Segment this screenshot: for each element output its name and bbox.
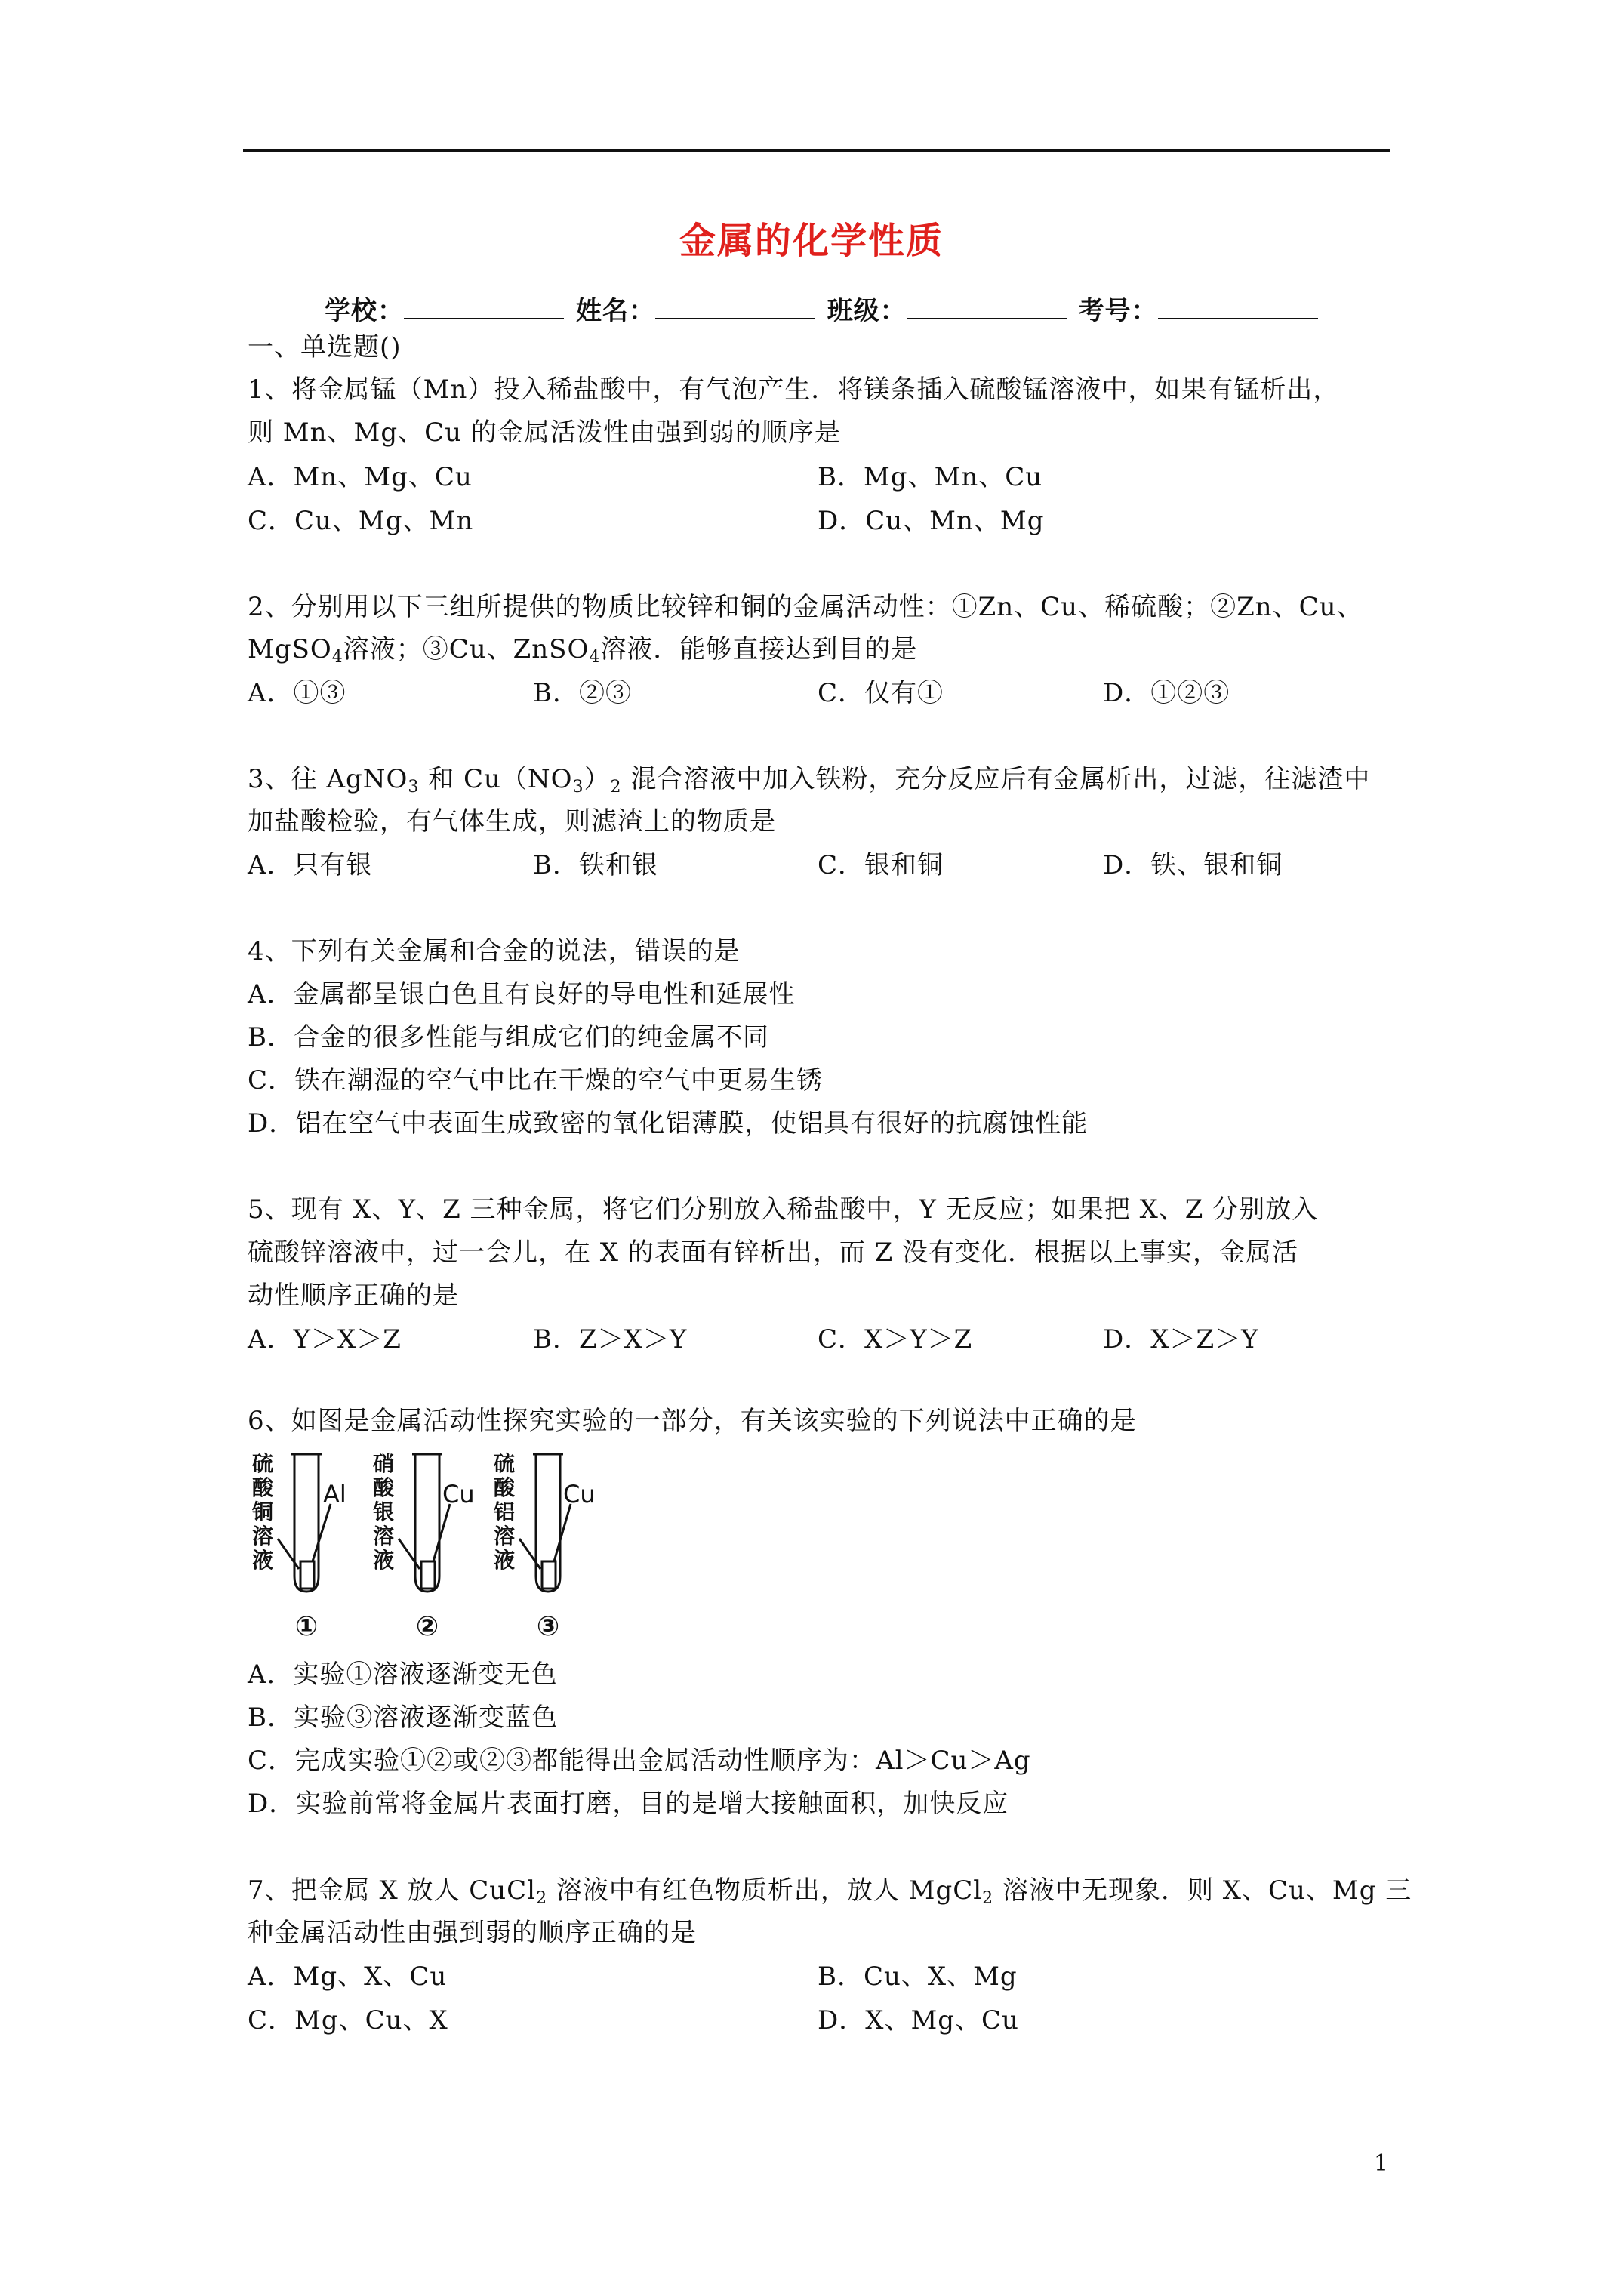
tube3-label-char: 液 bbox=[494, 1548, 516, 1573]
q3-text: 混合溶液中加入铁粉，充分反应后有金属析出，过滤，往滤渣中 bbox=[621, 764, 1371, 794]
q3-option-a: A．只有银 bbox=[248, 850, 373, 880]
q3-sub: 3 bbox=[408, 778, 420, 797]
q1-option-b: B．Mg、Mn、Cu bbox=[818, 462, 1043, 492]
tube3-label-char: 硫 bbox=[494, 1451, 516, 1476]
q1-option-a: A．Mn、Mg、Cu bbox=[248, 462, 473, 492]
tube1-pointer bbox=[278, 1539, 299, 1569]
q4-option-b: B．合金的很多性能与组成它们的纯金属不同 bbox=[248, 1022, 769, 1052]
tube2-metal-pointer bbox=[433, 1504, 450, 1561]
tube3-label-char: 酸 bbox=[494, 1475, 516, 1500]
q3-option-d: D．铁、银和铜 bbox=[1103, 850, 1283, 880]
school-blank[interactable] bbox=[404, 297, 564, 319]
number-label: 考号： bbox=[1078, 296, 1158, 326]
q2-text: 溶液．能够直接达到目的是 bbox=[600, 634, 918, 664]
q1-line2: 则 Mn、Mg、Cu 的金属活泼性由强到弱的顺序是 bbox=[248, 418, 841, 448]
q5-option-d: D．X＞Z＞Y bbox=[1103, 1324, 1259, 1354]
tube3-label-char: 溶 bbox=[494, 1524, 516, 1549]
q7-text: 7、把金属 X 放人 CuCl bbox=[248, 1875, 537, 1906]
tube1-label-char: 酸 bbox=[252, 1475, 274, 1500]
q5-option-a: A．Y＞X＞Z bbox=[248, 1324, 402, 1354]
header-rule bbox=[243, 149, 1390, 152]
tube1-metal-pointer bbox=[313, 1504, 331, 1561]
q3-text: 3、往 AgNO bbox=[248, 764, 408, 794]
q3-text: ） bbox=[584, 764, 611, 794]
q2-option-c: C．仅有① bbox=[818, 678, 944, 708]
student-info-line bbox=[325, 290, 1321, 327]
q7-option-d: D．X、Mg、Cu bbox=[818, 2005, 1019, 2036]
name-blank[interactable] bbox=[655, 297, 815, 319]
q4-option-d: D．铝在空气中表面生成致密的氧化铝薄膜，使铝具有很好的抗腐蚀性能 bbox=[248, 1108, 1089, 1139]
q5-line3: 动性顺序正确的是 bbox=[248, 1281, 459, 1311]
q3-sub: 3 bbox=[572, 778, 584, 797]
tube1-label bbox=[251, 1451, 274, 1573]
q2-line2 bbox=[248, 634, 917, 673]
tube3-label bbox=[494, 1451, 516, 1573]
q7-text: 溶液中无现象．则 X、Cu、Mg 三 bbox=[993, 1875, 1412, 1906]
tube3-metal-pointer bbox=[554, 1504, 571, 1561]
number-blank[interactable] bbox=[1158, 297, 1318, 319]
tube1-metal bbox=[300, 1561, 314, 1589]
q3-line1 bbox=[248, 764, 1370, 803]
q7-option-a: A．Mg、X、Cu bbox=[248, 1962, 448, 1992]
tube3-pointer bbox=[519, 1539, 540, 1569]
tube2-label-char: 硝 bbox=[373, 1451, 395, 1476]
section-heading: 一、单选题() bbox=[248, 332, 402, 362]
q4-option-c: C．铁在潮湿的空气中比在干燥的空气中更易生锈 bbox=[248, 1065, 824, 1096]
q4-line1: 4、下列有关金属和合金的说法，错误的是 bbox=[248, 936, 741, 966]
test-tube-figure bbox=[248, 1448, 610, 1646]
tube1-number: ① bbox=[294, 1611, 319, 1642]
tube1-metal-label: Al bbox=[323, 1480, 346, 1509]
tube3-number: ③ bbox=[536, 1611, 560, 1642]
q7-line1 bbox=[248, 1875, 1412, 1914]
q6-option-b: B．实验③溶液逐渐变蓝色 bbox=[248, 1703, 558, 1733]
q6-option-a: A．实验①溶液逐渐变无色 bbox=[248, 1660, 558, 1690]
tube2-metal-label: Cu bbox=[442, 1480, 475, 1509]
name-label: 姓名： bbox=[575, 296, 655, 326]
tube2-label-char: 溶 bbox=[373, 1524, 395, 1549]
tube3-metal-label: Cu bbox=[563, 1480, 596, 1509]
school-label: 学校： bbox=[325, 296, 404, 326]
tube2-number: ② bbox=[415, 1611, 439, 1642]
q3-option-c: C．银和铜 bbox=[818, 850, 944, 880]
tube2-label-char: 液 bbox=[373, 1548, 395, 1573]
q2-sub: 4 bbox=[331, 648, 343, 667]
q2-option-d: D．①②③ bbox=[1103, 678, 1230, 708]
page-title: 金属的化学性质 bbox=[679, 220, 944, 262]
q2-sub: 4 bbox=[589, 648, 601, 667]
page-number: 1 bbox=[1374, 2150, 1389, 2177]
q7-option-b: B．Cu、X、Mg bbox=[818, 1962, 1018, 1992]
class-label: 班级： bbox=[827, 296, 907, 326]
q7-option-c: C．Mg、Cu、X bbox=[248, 2005, 448, 2036]
q1-line1: 1、将金属锰（Mn）投入稀盐酸中，有气泡产生．将镁条插入硫酸锰溶液中，如果有锰析出， bbox=[248, 374, 1340, 405]
q7-text: 溶液中有红色物质析出，放人 MgCl bbox=[547, 1875, 983, 1906]
q6-option-d: D．实验前常将金属片表面打磨，目的是增大接触面积，加快反应 bbox=[248, 1789, 1009, 1819]
q3-sub: 2 bbox=[610, 778, 622, 797]
q4-option-a: A．金属都呈银白色且有良好的导电性和延展性 bbox=[248, 979, 796, 1009]
q7-line2: 种金属活动性由强到弱的顺序正确的是 bbox=[248, 1918, 697, 1948]
q6-option-c: C．完成实验①②或②③都能得出金属活动性顺序为：Al＞Cu＞Ag bbox=[248, 1746, 1031, 1776]
q5-option-b: B．Z＞X＞Y bbox=[533, 1324, 688, 1354]
tube3-metal bbox=[542, 1561, 556, 1589]
q5-option-c: C．X＞Y＞Z bbox=[818, 1324, 973, 1354]
q3-line2: 加盐酸检验，有气体生成，则滤渣上的物质是 bbox=[248, 806, 776, 837]
tube1-label-char: 硫 bbox=[252, 1451, 274, 1476]
q5-line1: 5、现有 X、Y、Z 三种金属，将它们分别放入稀盐酸中，Y 无反应；如果把 X、Z 分别放入 bbox=[248, 1194, 1319, 1225]
q2-text: 溶液；③Cu、ZnSO bbox=[343, 634, 590, 664]
tube1-label-char: 溶 bbox=[252, 1524, 274, 1549]
tube2-label bbox=[373, 1451, 395, 1573]
q3-text: 和 Cu（NO bbox=[419, 764, 573, 794]
tube3-label-char: 铝 bbox=[494, 1499, 516, 1524]
q7-sub: 2 bbox=[536, 1889, 548, 1908]
q5-line2: 硫酸锌溶液中，过一会儿，在 X 的表面有锌析出，而 Z 没有变化．根据以上事实，金属活 bbox=[248, 1237, 1299, 1268]
tube1-label-char: 铜 bbox=[252, 1499, 274, 1524]
q2-line1: 2、分别用以下三组所提供的物质比较锌和铜的金属活动性：①Zn、Cu、稀硫酸；②Zn、Cu、 bbox=[248, 592, 1363, 622]
q2-text: MgSO bbox=[248, 634, 332, 664]
q6-line1: 6、如图是金属活动性探究实验的一部分，有关该实验的下列说法中正确的是 bbox=[248, 1406, 1137, 1436]
tube2-label-char: 银 bbox=[373, 1499, 395, 1524]
tube1-label-char: 液 bbox=[252, 1548, 274, 1573]
tube2-label-char: 酸 bbox=[373, 1475, 395, 1500]
tube2-metal bbox=[421, 1561, 435, 1589]
q1-option-c: C．Cu、Mg、Mn bbox=[248, 506, 474, 536]
q1-option-d: D．Cu、Mn、Mg bbox=[818, 506, 1045, 536]
q7-sub: 2 bbox=[982, 1889, 994, 1908]
class-blank[interactable] bbox=[907, 297, 1067, 319]
q3-option-b: B．铁和银 bbox=[533, 850, 658, 880]
q2-option-b: B．②③ bbox=[533, 678, 632, 708]
tube2-pointer bbox=[399, 1539, 420, 1569]
q2-option-a: A．①③ bbox=[248, 678, 346, 708]
